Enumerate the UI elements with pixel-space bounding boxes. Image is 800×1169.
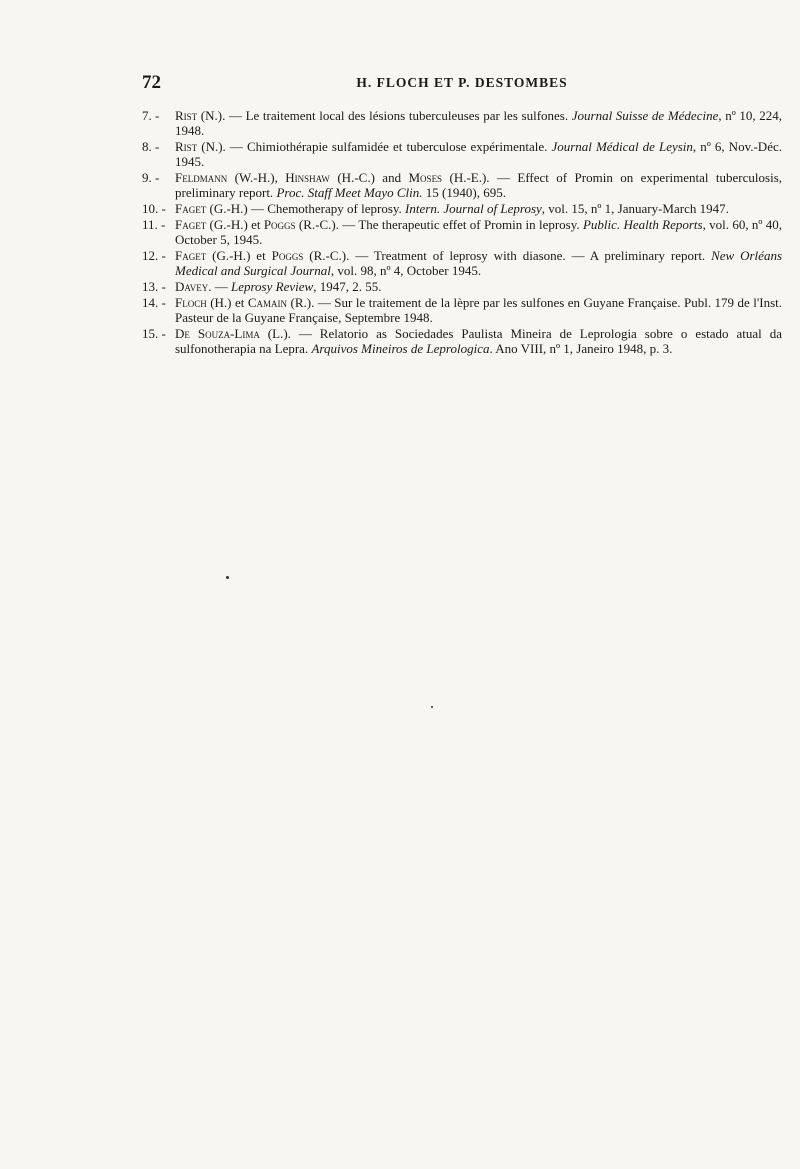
reference-number: 8. - (142, 139, 160, 155)
reference-text: (L.). — Relatorio as Sociedades Paulista Mineira de Leprologia sobre o estado atual da sulfonotherapia na Lepra. (175, 326, 782, 357)
reference-number: 13. - (142, 279, 166, 295)
author-name: Rist (175, 139, 198, 155)
reference-entry (142, 217, 782, 248)
author-name: Moses (408, 170, 443, 186)
reference-entry (142, 295, 782, 326)
reference-text: , vol. 60, nº 40, October 5, 1945. (175, 217, 782, 248)
author-name: Rist (175, 108, 198, 123)
page-header (142, 72, 782, 96)
publication-title: Proc. Staff Meet Mayo Clin. (276, 185, 423, 201)
reference-text: . — (208, 279, 231, 295)
publication-title: New Orléans Medical and Surgical Journal (175, 248, 782, 279)
publication-title: Leprosy Review (230, 279, 314, 295)
author-name: Davey (175, 279, 209, 295)
publication-title: Journal Médical de Leysin (551, 139, 693, 155)
author-name: Hinshaw (285, 170, 330, 186)
reference-entry (142, 248, 782, 279)
reference-text: , nº 10, 224, 1948. (175, 108, 783, 139)
publication-title: Public. Health Reports (582, 217, 703, 233)
reference-text: (G.-H.) et (206, 248, 272, 264)
reference-text: , vol. 15, nº 1, January-March 1947. (541, 201, 729, 217)
reference-text: 15 (1940), 695. (422, 185, 506, 201)
reference-text: , 1947, 2. 55. (313, 279, 382, 295)
page-number: 72 (142, 72, 161, 93)
publication-title: Arquivos Mineiros de Leprologica (311, 341, 490, 357)
reference-text: , vol. 98, nº 4, October 1945. (330, 263, 482, 279)
reference-number: 9. - (142, 170, 160, 186)
author-name: Faget (175, 248, 207, 264)
author-name: Feldmann (175, 170, 228, 186)
reference-text: (R.-C.). — Treatment of leprosy with diasone. — A preliminary report. (303, 248, 712, 264)
reference-number: 15. - (142, 326, 166, 342)
reference-text: (N.). — Chimiothérapie sulfamidée et tuberculose expérimentale. (197, 139, 552, 155)
reference-entry (142, 326, 782, 357)
reference-text: (H.-C.) and (329, 170, 409, 186)
reference-entry (142, 170, 782, 201)
reference-text: (R.-C.). — The therapeutic effet of Promin in leprosy. (295, 217, 583, 233)
author-name: Poggs (263, 217, 296, 233)
author-name: Camain (247, 295, 288, 311)
print-speck (431, 706, 433, 708)
author-name: Faget (175, 201, 207, 217)
reference-number: 10. - (142, 201, 166, 217)
reference-text: , nº 6, Nov.-Déc. 1945. (175, 139, 782, 170)
reference-number: 12. - (142, 248, 166, 264)
reference-text: (R.). — Sur le traitement de la lèpre par les sulfones en Guyane Française. Publ. 179 de l'Inst. Pasteur de la Guyane Française, Septembre 1948. (175, 295, 782, 326)
author-name: Poggs (271, 248, 304, 264)
reference-entry (142, 139, 782, 170)
reference-text: . Ano VIII, nº 1, Janeiro 1948, p. 3. (489, 341, 673, 357)
reference-entry (142, 108, 782, 139)
running-head: H. FLOCH ET P. DESTOMBES (356, 75, 568, 90)
author-name: De Souza-Lima (175, 326, 260, 342)
reference-entry (142, 279, 782, 294)
reference-text: (H.-E.). — Effect of Promin on experimental tuberculosis, preliminary report. (175, 170, 782, 201)
reference-text: (H.) et (206, 295, 248, 311)
author-name: Floch (175, 295, 207, 311)
reference-number: 7. - (142, 108, 160, 123)
reference-text: (G.-H.) — Chemotherapy of leprosy. (206, 201, 406, 217)
reference-number: 11. - (142, 217, 166, 233)
publication-title: Intern. Journal of Leprosy (405, 201, 542, 217)
reference-text: (G.-H.) et (206, 217, 264, 233)
author-name: Faget (175, 217, 207, 233)
reference-list (142, 108, 782, 357)
reference-number: 14. - (142, 295, 166, 311)
reference-text: (N.). — Le traitement local des lésions tuberculeuses par les sulfones. (197, 108, 572, 123)
publication-title: Journal Suisse de Médecine (571, 108, 719, 123)
print-speck (226, 576, 229, 579)
reference-text: (W.-H.), (227, 170, 286, 186)
reference-entry (142, 201, 782, 216)
